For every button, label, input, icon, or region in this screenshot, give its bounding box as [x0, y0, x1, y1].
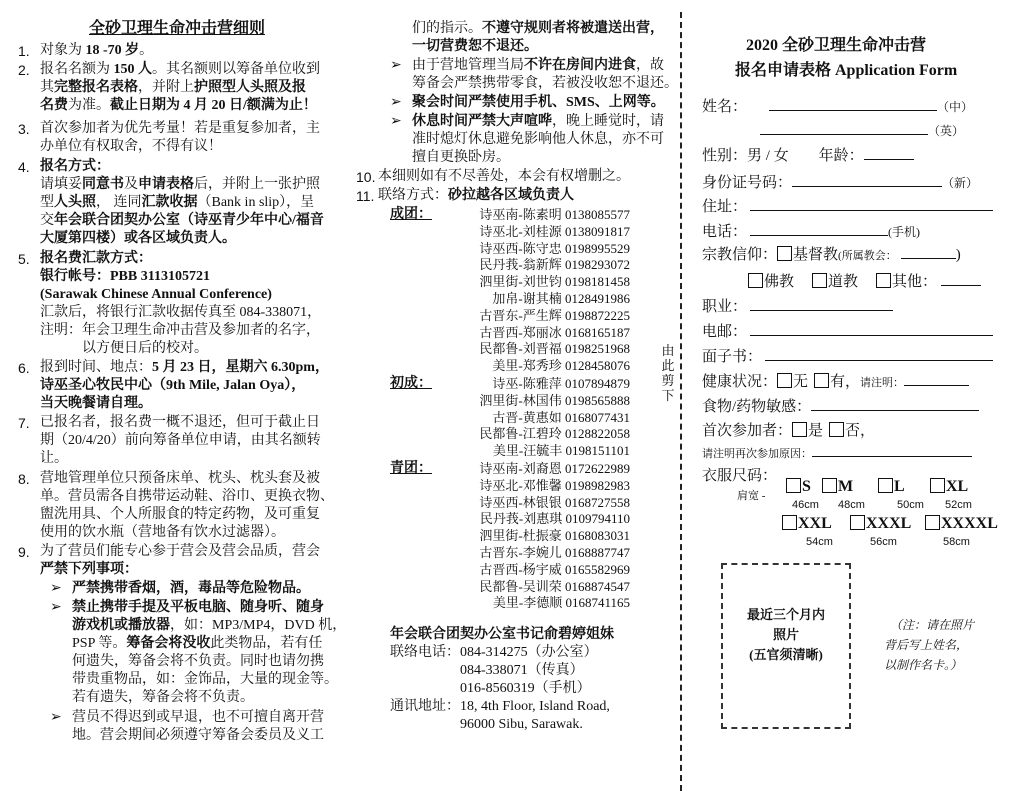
- text-line: [72, 671, 346, 689]
- contact-row: 古晋东-李婉儿 0168887747: [479, 544, 630, 560]
- contact-row: 民都鲁-吴训荣 0168874547: [479, 578, 630, 594]
- text-line: [72, 617, 346, 635]
- text-segment: 联络方式：: [378, 188, 448, 203]
- church-label: (所属教会：: [838, 250, 897, 262]
- contact-row: 古晋东-严生辉 0198872225: [479, 307, 630, 323]
- text-segment: 聚会时间严禁使用手机、SMS、上网等。: [412, 95, 665, 110]
- rule-item: [18, 120, 320, 156]
- item-number: 1.: [18, 43, 30, 59]
- text-segment: 银行帐号：PBB 3113105721: [40, 269, 210, 284]
- photo-note: [884, 615, 974, 675]
- photo-note-line: 以制作名卡。）: [884, 658, 963, 672]
- text-segment: 禁止携带手提及平板电脑、随身听、随身: [72, 600, 324, 615]
- text-line: [40, 97, 320, 115]
- photo-text: (五官须清晰): [749, 647, 823, 662]
- reason-field[interactable]: [812, 446, 972, 457]
- rule-bullet: [390, 113, 664, 167]
- first-time-no-label: 否，: [845, 423, 876, 439]
- contact-row: 泗里街-杜振豪 0168083031: [479, 528, 630, 544]
- text-line: [40, 414, 321, 432]
- text-segment: 带贵重物品，如：金饰品，大量的现金等。: [72, 672, 338, 687]
- text-line: [40, 524, 334, 542]
- email-field[interactable]: [750, 320, 993, 336]
- religion-label: 宗教信仰：: [702, 247, 778, 263]
- health-specify-label: 请注明：: [860, 377, 905, 389]
- text-line: [72, 635, 346, 653]
- text-segment: 为了营员们能专心参于营会及营会品质，营会: [40, 544, 320, 559]
- text-segment: 5 月 23 日，星期六 6.30pm，: [152, 360, 329, 375]
- text-segment: 以方便日后的校对。: [40, 341, 208, 356]
- size-checkbox[interactable]: [930, 478, 945, 493]
- item-number: 11.: [356, 188, 375, 204]
- text-segment: 报名方式：: [40, 159, 110, 174]
- text-line: [40, 268, 321, 286]
- first-time-no-checkbox[interactable]: [829, 422, 844, 437]
- size-cm: 58cm: [943, 536, 970, 548]
- photo-note-line: 背后写上姓名，: [884, 638, 969, 652]
- church-field[interactable]: [901, 247, 956, 259]
- text-segment: 完整报名表格: [54, 80, 138, 95]
- text-line: [40, 250, 321, 268]
- text-segment: 擅自更换卧房。: [412, 150, 510, 165]
- text-segment: 游戏机或播放器: [72, 618, 170, 633]
- group-label: 青团：: [390, 461, 432, 476]
- contact-row: 美里-郑秀珍 0128458076: [492, 358, 630, 374]
- size-label: S: [802, 478, 811, 495]
- size-label: XXXL: [866, 515, 912, 532]
- text-segment: 一切营费恕不退还。: [412, 39, 538, 54]
- size-cm: 46cm: [792, 499, 819, 511]
- text-segment: ， 连同: [96, 195, 142, 210]
- size-cm: 56cm: [870, 536, 897, 548]
- text-segment: 何遗失，筹备会将不负责。同时也请勿携: [72, 654, 324, 669]
- text-segment: 同意书: [82, 177, 124, 192]
- contact-group: [390, 207, 630, 375]
- first-time-yes-label: 是: [808, 423, 824, 439]
- contact-row: 诗巫西-林银银 0168727558: [479, 494, 630, 510]
- text-segment: 若有遗失，筹备会将不负责。: [72, 690, 254, 705]
- text-segment: 年会联合团契办公室（诗巫青少年中心/福音: [54, 213, 324, 228]
- size-cm: 54cm: [806, 536, 833, 548]
- text-segment: 为准。: [68, 98, 110, 113]
- rule-item: [18, 359, 329, 413]
- contact-row: 诗巫北-刘桂源 0138091817: [479, 223, 630, 239]
- contact-row: 民都鲁-刘晋福 0198251968: [479, 341, 630, 357]
- name-cn-suffix: （中）: [937, 100, 974, 114]
- text-segment: ，并附上: [138, 80, 194, 95]
- ic-field[interactable]: [792, 171, 942, 187]
- other-religion-field[interactable]: [941, 270, 981, 286]
- text-segment: 护照型人头照及报: [194, 80, 306, 95]
- contact-row: 泗里街-刘世钧 0198181458: [479, 274, 630, 290]
- text-line: [40, 304, 321, 322]
- taoist-label: 道教: [828, 274, 859, 290]
- name-en-field[interactable]: [760, 119, 928, 135]
- text-segment: 让。: [40, 451, 68, 466]
- health-none-checkbox[interactable]: [777, 373, 792, 388]
- text-line: [40, 138, 320, 156]
- rule-bullet: [50, 599, 346, 707]
- text-line: [40, 42, 153, 60]
- contact-row: 诗巫南-刘裔恩 0172622989: [479, 461, 630, 476]
- text-segment: 由于营地管理当局: [412, 58, 524, 73]
- text-segment: 报名费汇款方式：: [40, 251, 152, 266]
- contact-row: 美里-李德顺 0168741165: [492, 595, 630, 611]
- contact-row: 加帛-谢其楠 0128491986: [492, 290, 630, 306]
- bullet-arrow-icon: ➢: [50, 600, 62, 615]
- text-segment: 营地管理单位只预备床单、枕头、枕头套及被: [40, 471, 320, 486]
- text-segment: 汇款后，将银行汇款收据传真至 084-338071，: [40, 305, 322, 320]
- office-phone-label: 联络电话：: [390, 645, 460, 660]
- text-line: [40, 158, 324, 176]
- phone-suffix: (手机): [888, 225, 921, 239]
- text-line: [40, 543, 320, 561]
- contact-row: 泗里街-林国伟 0198565888: [479, 392, 630, 408]
- rule-item: [356, 168, 630, 186]
- text-line: [40, 561, 320, 579]
- bullet-arrow-icon: ➢: [390, 95, 402, 110]
- text-line: [40, 488, 334, 506]
- size-checkbox[interactable]: [822, 478, 837, 493]
- rule-item: [18, 250, 321, 358]
- size-cm: 50cm: [897, 499, 924, 511]
- text-segment: 报到时间、地点：: [40, 360, 152, 375]
- gender-label: 性别：男 / 女: [702, 148, 789, 164]
- size-option-xxxxl[interactable]: [925, 515, 998, 533]
- text-line: [40, 79, 320, 97]
- size-option-xxxl[interactable]: [850, 515, 911, 533]
- text-line: [412, 149, 664, 167]
- group-label: 成团：: [390, 207, 432, 222]
- email-label: 电邮：: [702, 324, 748, 340]
- age-field[interactable]: [864, 144, 914, 160]
- text-line: [40, 194, 324, 212]
- health-none-label: 无: [793, 374, 809, 390]
- item-number: 8.: [18, 471, 30, 487]
- size-option-m[interactable]: [822, 478, 853, 496]
- size-checkbox[interactable]: [925, 515, 940, 530]
- taoist-checkbox[interactable]: [812, 273, 827, 288]
- text-segment: 150 人: [113, 62, 152, 77]
- buddhist-checkbox[interactable]: [748, 273, 763, 288]
- job-label: 职业：: [702, 299, 748, 315]
- text-segment: 休息时间严禁大声喧哗: [412, 114, 552, 129]
- text-segment: 本细则如有不尽善处，本会有权增删之。: [378, 169, 630, 184]
- bullet-arrow-icon: ➢: [390, 58, 402, 73]
- text-segment: 盥洗用具、个人所服食的特定药物，及可重复: [40, 507, 320, 522]
- text-segment: 。: [139, 43, 154, 58]
- text-segment: PSP 等。: [72, 636, 127, 651]
- job-field[interactable]: [750, 295, 893, 311]
- text-segment: 此类物品，若有任: [210, 636, 323, 651]
- contact-row: 古晋西-杨宇威 0165582969: [479, 561, 630, 577]
- cut-line: [680, 12, 682, 791]
- text-segment: 营员不得迟到或早退，也不可擅自离开营: [72, 710, 324, 725]
- contact-row: 诗巫南-陈素明 0138085577: [479, 207, 630, 222]
- photo-text: 照片: [772, 627, 799, 642]
- size-option-s[interactable]: [786, 478, 811, 496]
- text-segment: 砂拉越各区域负责人: [448, 188, 574, 203]
- text-segment: 们的指示。: [412, 21, 482, 36]
- rule-continuation: [412, 20, 664, 56]
- office-address-label: 通讯地址：: [390, 699, 460, 714]
- other-label: 其他：: [892, 274, 938, 290]
- item-number: 6.: [18, 360, 30, 376]
- reason-label: 请注明再次参加原因：: [702, 448, 812, 460]
- text-line: [40, 230, 324, 248]
- bullet-arrow-icon: ➢: [390, 114, 402, 129]
- text-line: [412, 20, 664, 38]
- phone-label: 电话：: [702, 224, 748, 240]
- rule-item: [18, 42, 153, 60]
- text-segment: 筹备会严禁携带零食，若被没收恕不退还。: [412, 76, 678, 91]
- close-paren: ): [955, 247, 961, 263]
- text-line: [40, 395, 329, 413]
- text-segment: 后，并附上一张护照: [194, 177, 320, 192]
- text-line: [378, 187, 574, 205]
- ic-label: 身份证号码：: [702, 175, 793, 191]
- text-segment: 准时熄灯休息避免影响他人休息，亦不可: [412, 132, 664, 147]
- text-segment: 对象为: [40, 43, 86, 58]
- first-time-yes-checkbox[interactable]: [792, 422, 807, 437]
- text-segment: 不遵守规则者将被遣送出营，: [482, 21, 664, 36]
- text-segment: （Bank in slip），呈: [197, 195, 315, 210]
- text-segment: 名费: [40, 98, 68, 113]
- form-title: 2020 全砂卫理生命冲击营: [746, 37, 927, 54]
- rule-item: [356, 187, 574, 205]
- health-yes-label: 有，: [830, 374, 861, 390]
- name-label: 姓名：: [702, 99, 748, 115]
- text-segment: 严禁携带香烟，酒，毒品等危险物品。: [72, 581, 310, 596]
- text-line: [72, 709, 324, 727]
- text-segment: 当天晚餐请自理。: [40, 396, 152, 411]
- text-line: [72, 727, 324, 745]
- size-label: XXXXL: [941, 515, 998, 532]
- text-segment: 首次参加者为优先考量！若是重复参加者，主: [40, 121, 320, 136]
- size-label: 衣服尺码：: [702, 468, 778, 484]
- text-segment: 及: [124, 177, 138, 192]
- size-option-l[interactable]: [878, 478, 905, 496]
- text-line: [40, 432, 321, 450]
- text-segment: 交: [40, 213, 54, 228]
- cut-here-label: 由此剪下: [661, 343, 675, 403]
- contact-row: 古晋-黄惠如 0168077431: [492, 409, 630, 425]
- text-line: [378, 168, 630, 186]
- rule-item: [18, 543, 320, 579]
- text-segment: 。其名额则以筹备单位收到: [152, 62, 320, 77]
- allergy-field[interactable]: [811, 395, 979, 411]
- text-line: [412, 113, 664, 131]
- name-en-suffix: （英）: [928, 124, 965, 138]
- text-line: [40, 340, 321, 358]
- size-cm: 48cm: [838, 499, 865, 511]
- buddhist-label: 佛教: [764, 274, 795, 290]
- text-segment: (Sarawak Chinese Annual Conference): [40, 287, 272, 302]
- text-line: [40, 359, 329, 377]
- size-checkbox[interactable]: [782, 515, 797, 530]
- text-segment: ，如：MP3/MP4，DVD 机，: [170, 618, 347, 633]
- text-line: [40, 176, 324, 194]
- text-line: [40, 212, 324, 230]
- text-line: [412, 94, 665, 112]
- text-segment: 严禁下列事项：: [40, 562, 138, 577]
- form-subtitle: 报名申请表格 Application Form: [735, 62, 958, 79]
- rule-item: [18, 61, 320, 115]
- rule-item: [18, 470, 334, 542]
- item-number: 4.: [18, 159, 30, 175]
- text-segment: 已报名者，报名费一概不退还，但可于截止日: [40, 415, 320, 430]
- text-line: [72, 580, 310, 598]
- rule-bullet: [50, 580, 310, 598]
- text-line: [412, 57, 678, 75]
- contact-group: [390, 376, 630, 460]
- contact-row: 诗巫西-陈守忠 0198995529: [479, 240, 630, 256]
- text-segment: 型: [40, 195, 54, 210]
- text-segment: 汇款收据: [141, 195, 198, 210]
- name-cn-field[interactable]: [769, 95, 937, 111]
- contact-row: 诗巫北-邓惟馨 0198982983: [479, 477, 630, 493]
- rule-bullet: [390, 57, 678, 93]
- text-line: [72, 653, 346, 671]
- office-address-line: 18, 4th Floor, Island Road,: [460, 699, 610, 714]
- text-segment: 大厦第四楼）或各区域负责人。: [40, 231, 236, 246]
- address-field[interactable]: [750, 195, 993, 211]
- contact-row: 古晋西-郑丽冰 0168165187: [479, 324, 630, 340]
- text-segment: 报名名额为: [40, 62, 114, 77]
- facebook-field[interactable]: [765, 345, 993, 361]
- text-segment: 请填妥: [40, 177, 82, 192]
- text-line: [40, 322, 321, 340]
- contact-row: 民都鲁-江碧玲 0128822058: [479, 426, 630, 442]
- text-segment: ，晚上睡觉时，请: [552, 114, 664, 129]
- bullet-arrow-icon: ➢: [50, 710, 62, 725]
- health-yes-checkbox[interactable]: [814, 373, 829, 388]
- contact-row: 美里-汪毓丰 0198151101: [492, 443, 630, 459]
- photo-note-line: （注：请在照片: [890, 618, 975, 632]
- first-time-label: 首次参加者：: [702, 423, 793, 439]
- office-contact: [390, 626, 614, 734]
- size-checkbox[interactable]: [786, 478, 801, 493]
- text-segment: 诗巫圣心牧民中心（9th Mile, Jalan Oya），: [40, 378, 306, 393]
- group-label: 初成：: [390, 376, 432, 391]
- size-checkbox[interactable]: [850, 515, 865, 530]
- size-checkbox[interactable]: [878, 478, 893, 493]
- office-address-line: 96000 Sibu, Sarawak.: [460, 717, 583, 732]
- age-label: 年龄：: [818, 148, 864, 164]
- office-mobile: 016-8560319（手机）: [460, 681, 591, 696]
- shoulder-label: 肩宽 -: [737, 490, 766, 502]
- text-line: [412, 38, 664, 56]
- rule-bullet: [390, 94, 665, 112]
- bullet-arrow-icon: ➢: [50, 581, 62, 596]
- text-segment: 筹备会将没收: [126, 636, 211, 651]
- text-line: [40, 450, 321, 468]
- text-line: [40, 120, 320, 138]
- size-label: M: [838, 478, 854, 495]
- office-title: 年会联合团契办公室书记俞碧婷姐妹: [390, 627, 614, 642]
- text-segment: 其: [40, 80, 54, 95]
- text-segment: 办单位有权取舍，不得有议！: [40, 139, 222, 154]
- text-line: [40, 286, 321, 304]
- item-number: 2.: [18, 62, 30, 78]
- size-label: XXL: [798, 515, 832, 532]
- allergy-label: 食物/药物敏感：: [702, 399, 812, 415]
- office-phone: 084-314275（办公室）: [460, 645, 598, 660]
- item-number: 7.: [18, 415, 30, 431]
- health-label: 健康状况：: [702, 374, 778, 390]
- phone-field[interactable]: [750, 220, 888, 236]
- text-segment: 人头照: [54, 195, 96, 210]
- item-number: 5.: [18, 251, 30, 267]
- text-line: [72, 689, 346, 707]
- text-segment: 申请表格: [138, 177, 194, 192]
- size-label: L: [894, 478, 905, 495]
- rule-item: [18, 414, 321, 468]
- text-segment: 截止日期为 4 月 20 日/额满为止！: [110, 98, 317, 113]
- text-segment: ，故: [636, 58, 664, 73]
- contact-row: 诗巫-陈雅萍 0107894879: [492, 376, 630, 391]
- text-line: [40, 506, 334, 524]
- size-cm: 52cm: [945, 499, 972, 511]
- office-fax: 084-338071（传真）: [460, 663, 584, 678]
- text-line: [72, 599, 346, 617]
- size-option-xl[interactable]: [930, 478, 968, 496]
- other-religion-checkbox[interactable]: [876, 273, 891, 288]
- contact-row: 民丹莪-翁新辉 0198293072: [479, 257, 630, 273]
- rule-bullet: [50, 709, 324, 745]
- text-segment: 单。营员需各自携带运动鞋、浴巾、更换衣物、: [40, 489, 334, 504]
- text-segment: 注明：年会卫理生命冲击营及参加者的名字，: [40, 323, 320, 338]
- ic-suffix: （新）: [942, 176, 979, 190]
- text-line: [40, 470, 334, 488]
- item-number: 10.: [356, 169, 376, 185]
- photo-box[interactable]: [721, 563, 851, 729]
- size-label: XL: [946, 478, 969, 495]
- text-segment: 期（20/4/20）前向筹备单位申请，由其名额转: [40, 433, 321, 448]
- text-segment: 18 -70 岁: [85, 43, 140, 58]
- text-line: [40, 61, 320, 79]
- rules-title: 全砂卫理生命冲击营细则: [88, 20, 265, 37]
- size-option-xxl[interactable]: [782, 515, 832, 533]
- text-segment: 地。营会期间必须遵守筹备会委员及义工: [72, 728, 324, 743]
- rule-item: [18, 158, 324, 248]
- facebook-label: 面子书：: [702, 349, 763, 365]
- address-label: 住址：: [702, 199, 748, 215]
- christian-label: 基督教: [793, 247, 839, 263]
- health-specify-field[interactable]: [904, 370, 969, 386]
- text-line: [40, 377, 329, 395]
- photo-text: 最近三个月内: [746, 607, 825, 622]
- text-line: [412, 131, 664, 149]
- item-number: 9.: [18, 544, 30, 560]
- text-segment: 使用的饮水瓶（营地备有饮水过滤器）。: [40, 525, 285, 540]
- contact-row: 民丹莪-刘惠琪 0109794110: [479, 511, 630, 527]
- contact-group: [390, 461, 630, 612]
- text-segment: 不许在房间内进食: [524, 58, 636, 73]
- christian-checkbox[interactable]: [777, 246, 792, 261]
- text-line: [412, 75, 678, 93]
- item-number: 3.: [18, 121, 30, 137]
